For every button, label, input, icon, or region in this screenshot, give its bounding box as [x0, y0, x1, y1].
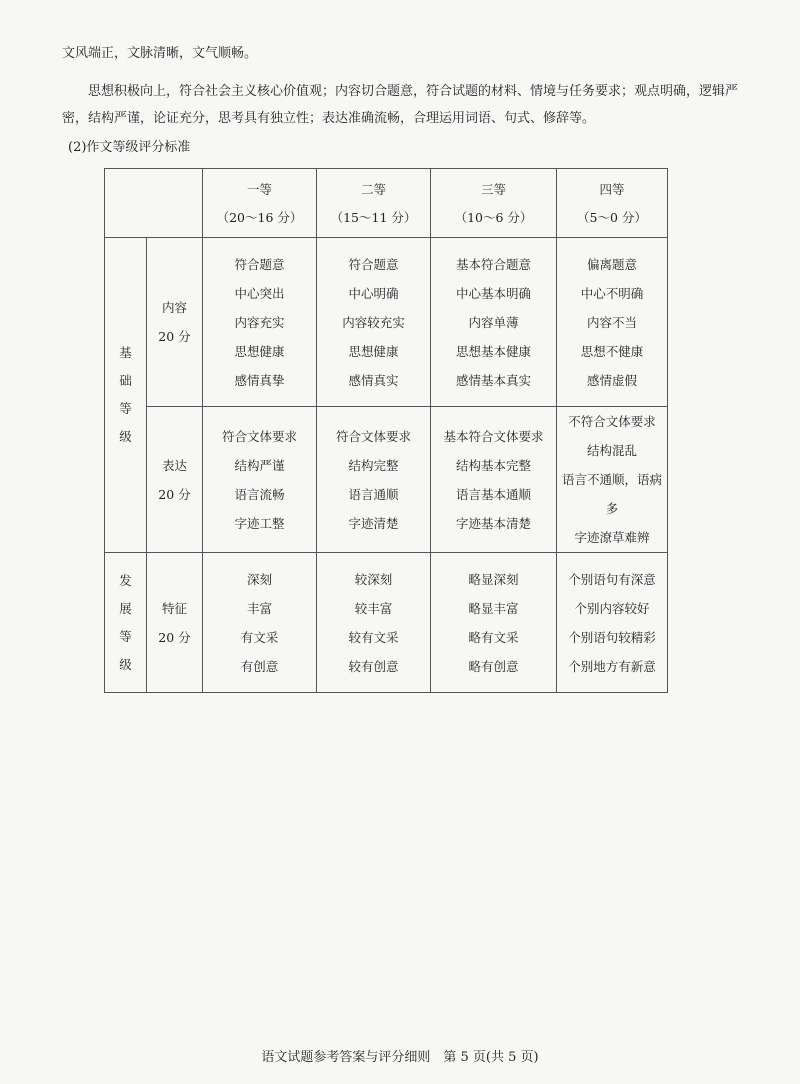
feature-row [105, 553, 668, 693]
grade-header [203, 169, 317, 238]
table-cell: 略显深刻 略显丰富 略有文采 略有创意 [431, 553, 557, 693]
grade-header [317, 169, 431, 238]
development-level-label [105, 553, 147, 693]
grade-range: （20～16 分） [216, 210, 303, 225]
table-cell: 符合题意 中心突出 内容充实 思想健康 感情真挚 [203, 238, 317, 407]
table-cell: 较深刻 较丰富 较有文采 较有创意 [317, 553, 431, 693]
grade-name: 四等 [599, 182, 625, 197]
content-row [105, 238, 668, 407]
grade-name: 三等 [480, 182, 506, 197]
criterion-score: 20 分 [158, 329, 191, 344]
label-char: 基 [119, 345, 132, 360]
table-cell: 深刻 丰富 有文采 有创意 [203, 553, 317, 693]
grade-header [557, 169, 668, 238]
grade-range: （5～0 分） [577, 210, 647, 225]
expression-label [147, 407, 203, 553]
table-cell: 符合文体要求 结构严谨 语言流畅 字迹工整 [203, 407, 317, 553]
label-char: 级 [119, 656, 132, 672]
table-cell: 基本符合题意 中心基本明确 内容单薄 思想基本健康 感情基本真实 [431, 238, 557, 407]
paragraph-style: 文风端正，文脉清晰，文气顺畅。 [62, 46, 258, 61]
grading-table [104, 168, 668, 693]
label-char: 等 [119, 628, 132, 644]
grade-range: （10～6 分） [454, 210, 533, 225]
grade-name: 一等 [246, 182, 272, 197]
grade-header [431, 169, 557, 238]
feature-label [147, 553, 203, 693]
table-cell: 不符合文体要求 结构混乱 语言不通顺，语病多 字迹潦草难辨 [557, 407, 668, 553]
basic-level-label [105, 238, 147, 553]
label-char: 础 [119, 373, 132, 388]
label-char: 级 [119, 429, 132, 444]
criterion-name: 特征 [161, 600, 187, 616]
content-label [147, 238, 203, 407]
table-cell: 符合文体要求 结构完整 语言通顺 字迹清楚 [317, 407, 431, 553]
label-char: 发 [119, 572, 132, 588]
grade-range: （15～11 分） [330, 210, 417, 225]
table-cell: 基本符合文体要求 结构基本完整 语言基本通顺 字迹基本清楚 [431, 407, 557, 553]
expression-row [105, 407, 668, 553]
criterion-score: 20 分 [158, 486, 191, 502]
corner-cell [105, 169, 203, 238]
paragraph-criteria: 思想积极向上，符合社会主义核心价值观；内容切合题意，符合试题的材料、情境与任务要求；观点明确，逻辑严密，结构严谨，论证充分，思考具有独立性；表达准确流畅，合理运用词语、句式、修辞等。 [62, 84, 739, 126]
section-heading: (2)作文等级评分标准 [68, 140, 191, 155]
criterion-score: 20 分 [158, 629, 191, 645]
header-row [105, 169, 668, 238]
page-footer: 语文试题参考答案与评分细则 第 5 页(共 5 页) [261, 1050, 539, 1065]
grade-name: 二等 [360, 182, 386, 197]
table-cell: 偏离题意 中心不明确 内容不当 思想不健康 感情虚假 [557, 238, 668, 407]
criterion-name: 表达 [161, 457, 187, 473]
table-cell: 符合题意 中心明确 内容较充实 思想健康 感情真实 [317, 238, 431, 407]
table-cell: 个别语句有深意 个别内容较好 个别语句较精彩 个别地方有新意 [557, 553, 668, 693]
criterion-name: 内容 [161, 300, 187, 315]
label-char: 等 [119, 401, 132, 416]
label-char: 展 [119, 600, 132, 616]
